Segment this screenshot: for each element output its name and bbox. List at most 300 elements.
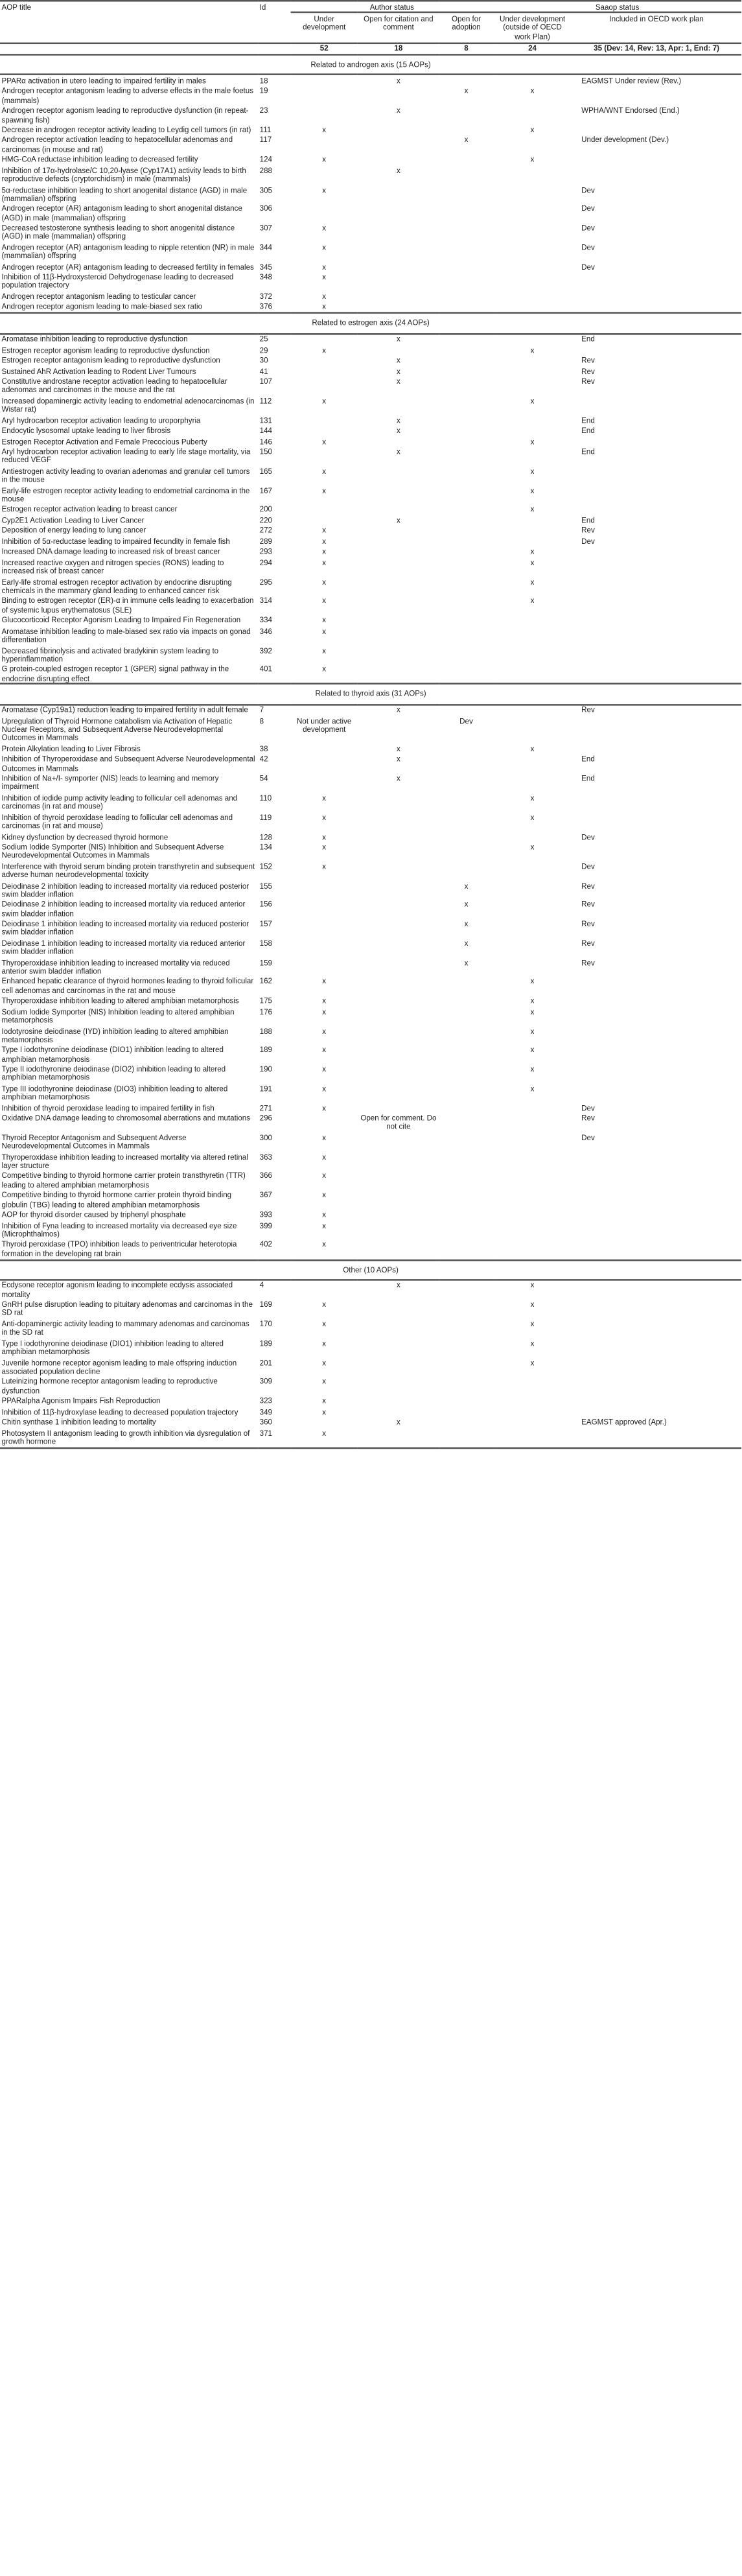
included-oecd-cell [572, 1396, 741, 1406]
aop-title-cell: Sodium Iodide Symporter (NIS) Inhibition and Subsequent Adverse Neurodevelopmental Outcomes in Mammals [1, 843, 224, 860]
open-citation-cell: x [396, 516, 400, 524]
open-citation-cell: x [396, 744, 400, 753]
aop-id-cell: 175 [259, 996, 273, 1005]
table-row [0, 1007, 741, 1026]
saaop-under-development-cell [493, 1103, 572, 1113]
under-development-cell [291, 744, 358, 754]
aop-title-cell: Estrogen receptor antagonism leading to reproductive dysfunction [1, 356, 220, 365]
open-adoption-cell [439, 415, 493, 425]
under-development-cell: x [322, 126, 327, 134]
under-development-cell: x [322, 1026, 327, 1035]
included-oecd-cell: Dev [581, 862, 595, 871]
open-citation-cell [358, 291, 439, 301]
saaop-under-development-cell: x [530, 1320, 535, 1328]
aop-id-cell: 117 [259, 136, 272, 145]
aop-title-cell: Inhibition of thyroid peroxidase leading to follicular cell adenomas and carcinomas (in rat and mouse) [1, 813, 233, 830]
under-development-cell [291, 447, 358, 466]
open-adoption-cell [439, 1190, 493, 1210]
included-oecd-cell [572, 615, 741, 626]
table-row [0, 1132, 741, 1152]
aop-title-cell: Inhibition of iodide pump activity leading to follicular cell adenomas and carcinomas (in rat and mouse) [1, 793, 238, 811]
open-citation-cell [358, 1319, 439, 1339]
under-development-cell: x [322, 1153, 327, 1161]
aop-title-cell: Inhibition of 17α-hydrolase/C 10,20-lyase (Cyp17A1) activity leads to birth reproductive defects (cryptorchidism) in male (mammals) [1, 166, 246, 183]
included-oecd-cell [572, 977, 741, 996]
included-oecd-cell [572, 1407, 741, 1417]
open-adoption-cell [439, 705, 493, 716]
table-row [0, 526, 741, 536]
aop-id-cell: 393 [259, 1210, 273, 1219]
table-row [0, 664, 741, 685]
table-row [0, 645, 741, 664]
saaop-under-development-cell [493, 1417, 572, 1427]
aop-id-cell: 366 [259, 1172, 273, 1180]
aop-title-cell: Decreased testosterone synthesis leading to short anogenital distance (AGD) in male (mammalian) offspring [1, 224, 235, 241]
open-citation-cell [358, 977, 439, 996]
saaop-under-development-cell: x [530, 558, 535, 567]
included-oecd-cell [572, 547, 741, 557]
aop-id-cell: 7 [259, 706, 264, 715]
saaop-under-development-cell: x [530, 1358, 535, 1367]
saaop-under-development-cell: x [530, 813, 535, 821]
under-development-cell [291, 880, 358, 900]
included-oecd-cell [572, 645, 741, 664]
header-row-1 [0, 1, 741, 13]
header-included-oecd: Included in OECD work plan [572, 13, 741, 43]
open-citation-cell [358, 1152, 439, 1171]
open-citation-cell [358, 1239, 439, 1259]
count-open-citation: 18 [358, 43, 439, 55]
open-adoption-cell [439, 773, 493, 793]
table-row [0, 466, 741, 486]
open-adoption-cell [439, 1064, 493, 1084]
open-adoption-cell [439, 1007, 493, 1026]
aop-id-cell: 344 [259, 243, 273, 252]
aop-title-cell: Inhibition of 5α-reductase leading to impaired fecundity in female fish [1, 537, 230, 546]
included-oecd-cell [572, 996, 741, 1006]
saaop-under-development-cell [493, 302, 572, 314]
included-oecd-cell [572, 125, 741, 135]
aop-id-cell: 294 [259, 558, 273, 567]
aop-id-cell: 392 [259, 646, 273, 655]
under-development-cell [291, 165, 358, 185]
open-citation-cell [358, 1064, 439, 1084]
saaop-under-development-cell [493, 664, 572, 685]
saaop-under-development-cell: x [530, 397, 535, 405]
saaop-under-development-cell: x [530, 1281, 535, 1290]
table-row [0, 1152, 741, 1171]
saaop-under-development-cell [493, 938, 572, 957]
table-body [0, 55, 741, 1449]
aop-title-cell: Juvenile hormone receptor agonism leading to male offspring induction associated population decline [1, 1358, 237, 1376]
included-oecd-cell: Dev [581, 204, 595, 213]
aop-id-cell: 25 [259, 335, 268, 344]
table-row [0, 515, 741, 526]
aop-id-cell: 367 [259, 1191, 273, 1200]
aop-id-cell: 150 [259, 447, 273, 456]
aop-title-cell: Androgen receptor antagonism leading to adverse effects in the male foetus (mammals) [1, 87, 254, 104]
saaop-under-development-cell [493, 106, 572, 125]
under-development-cell [291, 204, 358, 223]
open-adoption-cell [439, 626, 493, 645]
table-row [0, 919, 741, 939]
included-oecd-cell: End [581, 447, 595, 456]
saaop-under-development-cell: x [530, 996, 535, 1005]
table-row [0, 842, 741, 861]
open-adoption-cell [439, 1377, 493, 1396]
table-row [0, 272, 741, 292]
saaop-under-development-cell [493, 291, 572, 301]
table-row [0, 1103, 741, 1113]
open-adoption-cell [439, 366, 493, 377]
included-oecd-cell: WPHA/WNT Endorsed (End.) [581, 106, 680, 115]
included-oecd-cell: End [581, 335, 595, 344]
aop-id-cell: 220 [259, 516, 273, 524]
section-label: Related to thyroid axis (31 AOPs) [0, 685, 741, 705]
under-development-cell: x [322, 1358, 327, 1367]
count-included-oecd: 35 (Dev: 14, Rev: 13, Apr: 1, End: 7) [572, 43, 741, 55]
aop-title-cell: Type II iodothyronine deiodinase (DIO2) inhibition leading to altered amphibian metamorphosis [1, 1065, 226, 1083]
open-adoption-cell [439, 526, 493, 536]
under-development-cell [291, 415, 358, 425]
aop-id-cell: 41 [259, 367, 268, 375]
open-adoption-cell [439, 996, 493, 1006]
aop-id-cell: 372 [259, 292, 273, 301]
aop-title-cell: HMG-CoA reductase inhibition leading to decreased fertility [1, 156, 198, 164]
open-citation-cell: x [396, 427, 400, 435]
count-row [0, 43, 741, 55]
saaop-under-development-cell [493, 626, 572, 645]
table-row [0, 716, 741, 744]
table-row [0, 536, 741, 546]
saaop-under-development-cell: x [530, 1339, 535, 1348]
table-row [0, 1171, 741, 1191]
open-adoption-cell [439, 355, 493, 366]
under-development-cell: x [322, 1320, 327, 1328]
table-row [0, 1064, 741, 1084]
under-development-cell: x [322, 626, 327, 635]
aop-title-cell: Androgen receptor agonism leading to reproductive dysfunction (in repeat-spawning fish) [1, 106, 249, 124]
open-citation-cell [358, 204, 439, 223]
open-citation-cell [358, 1220, 439, 1239]
saaop-under-development-cell: x [530, 467, 535, 476]
table-row [0, 1083, 741, 1103]
saaop-under-development-cell [493, 536, 572, 546]
aop-title-cell: Photosystem II antagonism leading to growth inhibition via dysregulation of growth hormone [1, 1428, 250, 1446]
aop-title-cell: Early-life estrogen receptor activity leading to endometrial carcinoma in the mouse [1, 486, 250, 504]
open-citation-cell [358, 185, 439, 204]
included-oecd-cell [572, 842, 741, 861]
open-citation-cell [358, 536, 439, 546]
open-citation-cell [358, 900, 439, 919]
open-citation-cell [358, 486, 439, 505]
open-adoption-cell [439, 185, 493, 204]
under-development-cell: x [322, 345, 327, 354]
table-row [0, 1377, 741, 1396]
aop-id-cell: 112 [259, 397, 272, 405]
under-development-cell: x [322, 526, 327, 535]
table-row [0, 345, 741, 355]
table-row [0, 291, 741, 301]
aop-title-cell: PPARalpha Agonism Impairs Fish Reproduction [1, 1396, 161, 1405]
open-adoption-cell [439, 755, 493, 774]
open-citation-cell [358, 880, 439, 900]
under-development-cell: x [322, 486, 327, 495]
under-development-cell: x [322, 292, 327, 301]
included-oecd-cell: Rev [581, 958, 595, 967]
saaop-under-development-cell: x [530, 1065, 535, 1073]
aop-title-cell: Anti-dopaminergic activity leading to mammary adenomas and carcinomas in the SD rat [1, 1320, 249, 1337]
saaop-under-development-cell: x [530, 1300, 535, 1309]
aop-title-cell: Inhibition of Thyroperoxidase and Subsequent Adverse Neurodevelopmental Outcomes in Mammals [1, 755, 255, 773]
saaop-under-development-cell [493, 1407, 572, 1417]
saaop-under-development-cell: x [530, 87, 535, 96]
aop-id-cell: 176 [259, 1007, 273, 1016]
included-oecd-cell: Dev [581, 185, 595, 194]
included-oecd-cell: Rev [581, 526, 595, 535]
aop-title-cell: Increased reactive oxygen and nitrogen species (RONS) leading to increased risk of breast cancer [1, 558, 224, 576]
included-oecd-cell [572, 291, 741, 301]
header-under-development: Under development [291, 13, 358, 43]
aop-id-cell: 348 [259, 273, 273, 281]
included-oecd-cell [572, 1045, 741, 1064]
included-oecd-cell: Dev [581, 1103, 595, 1112]
saaop-under-development-cell: x [530, 486, 535, 495]
under-development-cell: x [322, 1396, 327, 1405]
aop-id-cell: 402 [259, 1240, 273, 1249]
under-development-cell: x [322, 1210, 327, 1219]
open-adoption-cell [439, 466, 493, 486]
open-adoption-cell: x [464, 136, 469, 145]
open-adoption-cell [439, 242, 493, 262]
under-development-cell [291, 366, 358, 377]
open-adoption-cell: x [464, 881, 469, 890]
count-under-development: 52 [291, 43, 358, 55]
open-adoption-cell [439, 977, 493, 996]
open-citation-cell: x [396, 166, 400, 174]
saaop-under-development-cell: x [530, 1026, 535, 1035]
header-aop-title: AOP title [0, 1, 258, 42]
open-adoption-cell: x [464, 920, 469, 928]
open-citation-cell [358, 957, 439, 977]
aop-id-cell: 309 [259, 1377, 273, 1386]
open-citation-cell [358, 547, 439, 557]
aop-id-cell: 29 [259, 345, 268, 354]
aop-id-cell: 155 [259, 881, 273, 890]
aop-title-cell: Competitive binding to thyroid hormone carrier protein transthyretin (TTR) leading to altered amphibian metamorphosis [1, 1172, 246, 1189]
included-oecd-cell [572, 1025, 741, 1045]
saaop-under-development-cell: x [530, 843, 535, 851]
under-development-cell: x [322, 813, 327, 821]
open-citation-cell [358, 1407, 439, 1417]
open-citation-cell: x [396, 416, 400, 425]
saaop-under-development-cell [493, 366, 572, 377]
aop-id-cell: 295 [259, 578, 273, 586]
table-row [0, 880, 741, 900]
included-oecd-cell [572, 1152, 741, 1171]
under-development-cell: x [322, 616, 327, 625]
table-row [0, 744, 741, 754]
aop-id-cell: 167 [259, 486, 273, 495]
aop-id-cell: 42 [259, 755, 268, 764]
open-citation-cell: Open for comment. Do not cite [360, 1114, 437, 1131]
included-oecd-cell: Rev [581, 367, 595, 375]
included-oecd-cell [572, 793, 741, 812]
open-adoption-cell: x [464, 958, 469, 967]
open-adoption-cell [439, 1045, 493, 1064]
open-citation-cell [358, 577, 439, 596]
aop-title-cell: Antiestrogen activity leading to ovarian adenomas and granular cell tumors in the mouse [1, 467, 250, 484]
open-adoption-cell: x [464, 900, 469, 909]
saaop-under-development-cell: x [530, 978, 535, 986]
saaop-under-development-cell: x [530, 437, 535, 446]
table-row [0, 1407, 741, 1417]
table-row [0, 793, 741, 812]
under-development-cell [291, 705, 358, 716]
table-row [0, 957, 741, 977]
table-row [0, 557, 741, 577]
aop-title-cell: Chitin synthase 1 inhibition leading to mortality [1, 1418, 156, 1427]
aop-title-cell: Androgen receptor antagonism leading to testicular cancer [1, 292, 196, 301]
saaop-under-development-cell [493, 75, 572, 87]
open-citation-cell [358, 664, 439, 685]
table-row [0, 1280, 741, 1300]
header-author-status: Author status [291, 1, 494, 13]
aop-id-cell: 189 [259, 1046, 273, 1055]
open-citation-cell [358, 1427, 439, 1447]
under-development-cell: x [322, 1084, 327, 1093]
included-oecd-cell [572, 626, 741, 645]
open-adoption-cell [439, 664, 493, 685]
open-adoption-cell [439, 515, 493, 526]
saaop-under-development-cell: x [530, 156, 535, 164]
count-saaop-under-development: 24 [493, 43, 572, 55]
aop-title-cell: Estrogen receptor activation leading to breast cancer [1, 505, 178, 514]
aop-id-cell: 157 [259, 920, 273, 928]
table-row [0, 333, 741, 345]
aop-title-cell: Thyroid Receptor Antagonism and Subsequent Adverse Neurodevelopmental Outcomes in Mammals [1, 1133, 187, 1151]
table-row [0, 75, 741, 87]
open-citation-cell [358, 436, 439, 447]
saaop-under-development-cell [493, 426, 572, 436]
open-citation-cell [358, 526, 439, 536]
open-citation-cell [358, 1132, 439, 1152]
saaop-under-development-cell [493, 165, 572, 185]
under-development-cell [291, 75, 358, 87]
saaop-under-development-cell [493, 515, 572, 526]
open-adoption-cell [439, 155, 493, 165]
open-citation-cell [358, 1025, 439, 1045]
aop-id-cell: 288 [259, 166, 273, 174]
aop-title-cell: Type I iodothyronine deiodinase (DIO1) inhibition leading to altered amphibian metamorphosis [1, 1046, 224, 1063]
included-oecd-cell [572, 1377, 741, 1396]
under-development-cell: x [322, 862, 327, 871]
saaop-under-development-cell [493, 415, 572, 425]
open-citation-cell [358, 557, 439, 577]
saaop-under-development-cell [493, 1190, 572, 1210]
aop-title-cell: Sodium Iodide Symporter (NIS) Inhibition leading to altered amphibian metamorphosis [1, 1007, 235, 1025]
aop-id-cell: 201 [259, 1358, 273, 1367]
included-oecd-cell: Rev [581, 920, 595, 928]
table-row [0, 861, 741, 881]
included-oecd-cell: EAGMST approved (Apr.) [581, 1418, 667, 1427]
under-development-cell: x [322, 224, 327, 233]
open-citation-cell [358, 1007, 439, 1026]
open-adoption-cell [439, 504, 493, 515]
aop-title-cell: GnRH pulse disruption leading to pituitary adenomas and carcinomas in the SD rat [1, 1300, 253, 1318]
open-citation-cell [358, 272, 439, 292]
open-adoption-cell [439, 106, 493, 125]
under-development-cell [291, 504, 358, 515]
table-row [0, 415, 741, 425]
table-row [0, 1045, 741, 1064]
aop-id-cell: 323 [259, 1396, 273, 1405]
under-development-cell [291, 1280, 358, 1300]
open-adoption-cell [439, 832, 493, 842]
open-adoption-cell [439, 536, 493, 546]
aop-id-cell: 169 [259, 1300, 273, 1309]
aop-title-cell: G protein-coupled estrogen receptor 1 (GPER) signal pathway in the endocrine disrupting effect [1, 665, 229, 683]
open-citation-cell [358, 135, 439, 155]
open-citation-cell: x [396, 755, 400, 764]
open-citation-cell [358, 812, 439, 832]
saaop-under-development-cell [493, 1427, 572, 1447]
saaop-under-development-cell [493, 185, 572, 204]
included-oecd-cell [572, 504, 741, 515]
under-development-cell [291, 333, 358, 345]
included-oecd-cell: Dev [581, 1133, 595, 1142]
aop-id-cell: 191 [259, 1084, 273, 1093]
aop-title-cell: Inhibition of Na+/I- symporter (NIS) leads to learning and memory impairment [1, 774, 219, 791]
under-development-cell: x [322, 1221, 327, 1230]
included-oecd-cell [572, 596, 741, 615]
under-development-cell: x [322, 397, 327, 405]
table-row [0, 812, 741, 832]
under-development-cell: x [322, 665, 327, 673]
aop-title-cell: 5α-reductase inhibition leading to short anogenital distance (AGD) in male (mammalian) offspring [1, 185, 248, 203]
table-row [0, 486, 741, 505]
saaop-under-development-cell: x [530, 1007, 535, 1016]
included-oecd-cell [572, 1427, 741, 1447]
open-adoption-cell [439, 426, 493, 436]
aop-title-cell: Deposition of energy leading to lung cancer [1, 526, 146, 535]
included-oecd-cell: End [581, 516, 595, 524]
table-row [0, 396, 741, 416]
aop-title-cell: Thyroperoxidase inhibition leading to increased mortality via altered retinal layer structure [1, 1153, 248, 1170]
aop-title-cell: Inhibition of 11β-Hydroxysteroid Dehydrogenase leading to decreased population trajectory [1, 273, 234, 290]
aop-id-cell: 399 [259, 1221, 273, 1230]
table-row [0, 447, 741, 466]
included-oecd-cell [572, 1319, 741, 1339]
table-row [0, 1319, 741, 1339]
included-oecd-cell: Dev [581, 224, 595, 233]
open-adoption-cell [439, 436, 493, 447]
table-row [0, 242, 741, 262]
open-citation-cell [358, 261, 439, 272]
open-citation-cell [358, 793, 439, 812]
under-development-cell: x [322, 273, 327, 281]
included-oecd-cell [572, 86, 741, 106]
under-development-cell: x [322, 1133, 327, 1142]
aop-id-cell: 170 [259, 1320, 273, 1328]
aop-id-cell: 134 [259, 843, 273, 851]
table-row [0, 1357, 741, 1377]
under-development-cell: x [322, 303, 327, 311]
table-row [0, 1190, 741, 1210]
aop-id-cell: 271 [259, 1103, 273, 1112]
table-row [0, 1427, 741, 1447]
saaop-under-development-cell [493, 1239, 572, 1259]
